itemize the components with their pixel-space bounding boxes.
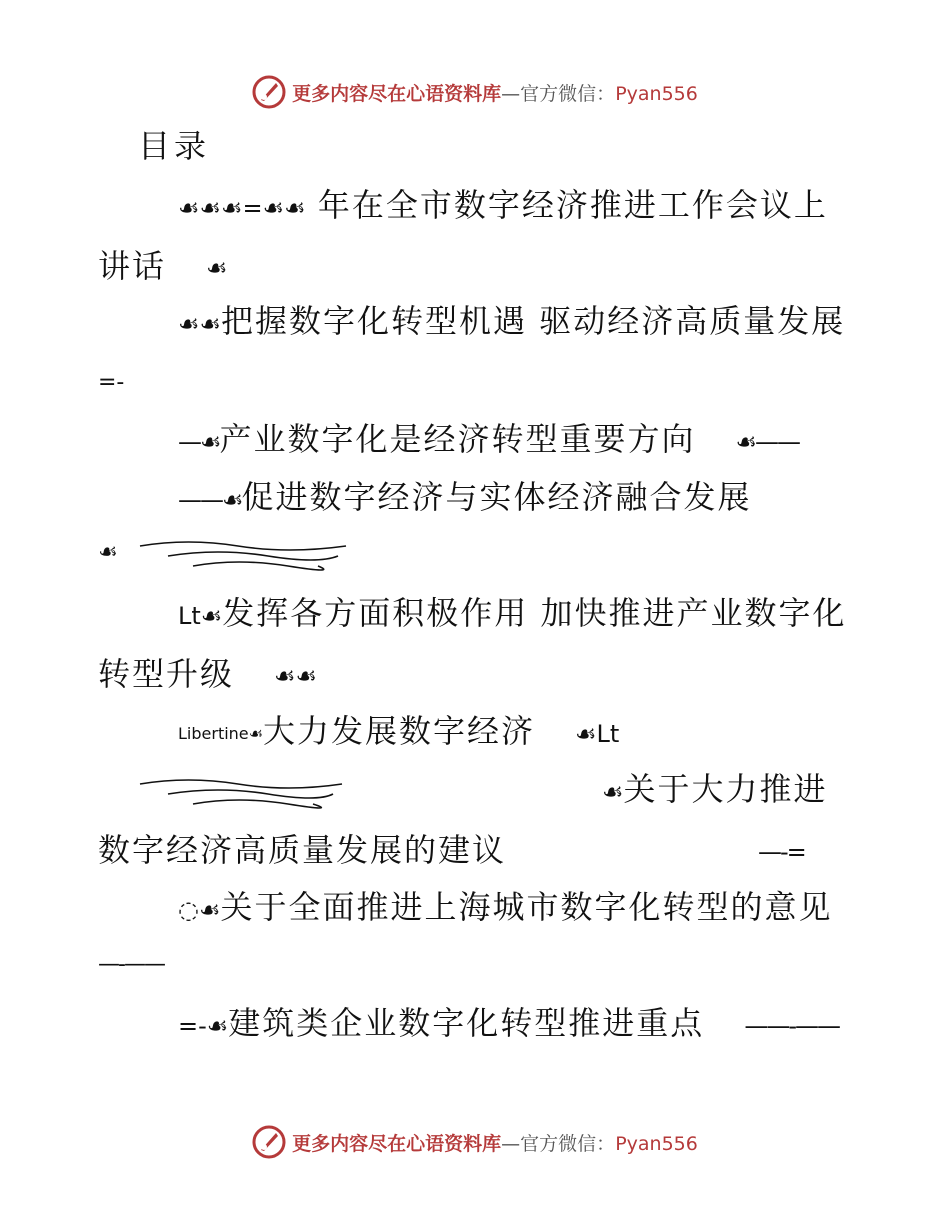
ornament-prefix: =-☙	[178, 1011, 229, 1040]
watermark-mid: 官方微信：	[520, 82, 616, 105]
toc-entry-5[interactable]	[98, 584, 858, 705]
toc-entry-2[interactable]	[98, 292, 858, 353]
toc-title: 目录	[138, 127, 211, 165]
quill-logo-icon	[252, 1125, 286, 1159]
ornament-prefix: ☙	[602, 777, 624, 806]
ornament-prefix: ☙☙	[178, 309, 222, 338]
toc-entry-text: 关于大力推进数字经济高质量发展的建议	[98, 770, 828, 869]
watermark-id: Pyan556	[615, 1132, 698, 1155]
toc-entry-text: 产业数字化是经济转型重要方向	[219, 420, 696, 458]
ornament-prefix: ◌☙	[178, 895, 221, 924]
toc-entry-1[interactable]	[98, 176, 858, 297]
toc-entry-9[interactable]	[98, 994, 858, 1055]
ornament-suffix: ☙☙	[274, 662, 318, 690]
watermark-text	[292, 1129, 698, 1156]
toc-entry-3[interactable]	[98, 410, 858, 471]
ornament-prefix: ——☙	[178, 485, 242, 514]
watermark-dash: —	[501, 1132, 521, 1155]
ornament-prefix: —☙	[178, 427, 220, 456]
toc-entry-text: 把握数字化转型机遇 驱动经济高质量发展	[221, 302, 846, 340]
toc-filler-ornament: ☙	[98, 540, 118, 565]
ornament-suffix: ☙Lt	[575, 719, 620, 748]
toc-entry-4[interactable]	[98, 468, 858, 529]
toc-entry-text: 发挥各方面积极作用 加快推进产业数字化转型升级	[98, 594, 847, 693]
toc-filler-line: —-——	[98, 952, 164, 977]
toc-filler-mark: =-	[98, 370, 125, 395]
toc-entry-text: 大力发展数字经济	[262, 712, 535, 750]
ornament-suffix: ☙	[206, 254, 228, 282]
wave-divider-icon	[138, 540, 350, 574]
watermark-dash: —	[501, 82, 521, 105]
ornament-prefix: Libertine☙	[178, 723, 263, 743]
toc-entry-6[interactable]	[98, 702, 858, 763]
watermark-lead: 更多内容尽在心语资料库	[292, 1132, 502, 1155]
ornament-suffix: ——-——	[744, 1011, 839, 1040]
quill-logo-icon	[252, 75, 286, 109]
toc-entry-text: 年在全市数字经济推进工作会议上讲话	[98, 186, 828, 285]
ornament-prefix: ☙☙☙=☙☙	[178, 193, 306, 222]
ornament-suffix: —-=	[758, 838, 805, 866]
toc-entry-8[interactable]	[98, 878, 858, 939]
toc-entry-text: 建筑类企业数字化转型推进重点	[228, 1004, 705, 1042]
watermark-mid: 官方微信：	[520, 1132, 616, 1155]
ornament-suffix: ☙——	[735, 427, 800, 456]
toc-entry-text: 促进数字经济与实体经济融合发展	[241, 478, 752, 516]
toc-entry-7[interactable]	[98, 760, 858, 881]
watermark-id: Pyan556	[615, 82, 698, 105]
watermark-text	[292, 79, 698, 106]
watermark-lead: 更多内容尽在心语资料库	[292, 82, 502, 105]
toc-entry-text: 关于全面推进上海城市数字化转型的意见	[220, 888, 833, 926]
watermark-header	[0, 72, 950, 112]
ornament-prefix: Lt☙	[178, 601, 223, 630]
watermark-footer	[0, 1122, 950, 1162]
